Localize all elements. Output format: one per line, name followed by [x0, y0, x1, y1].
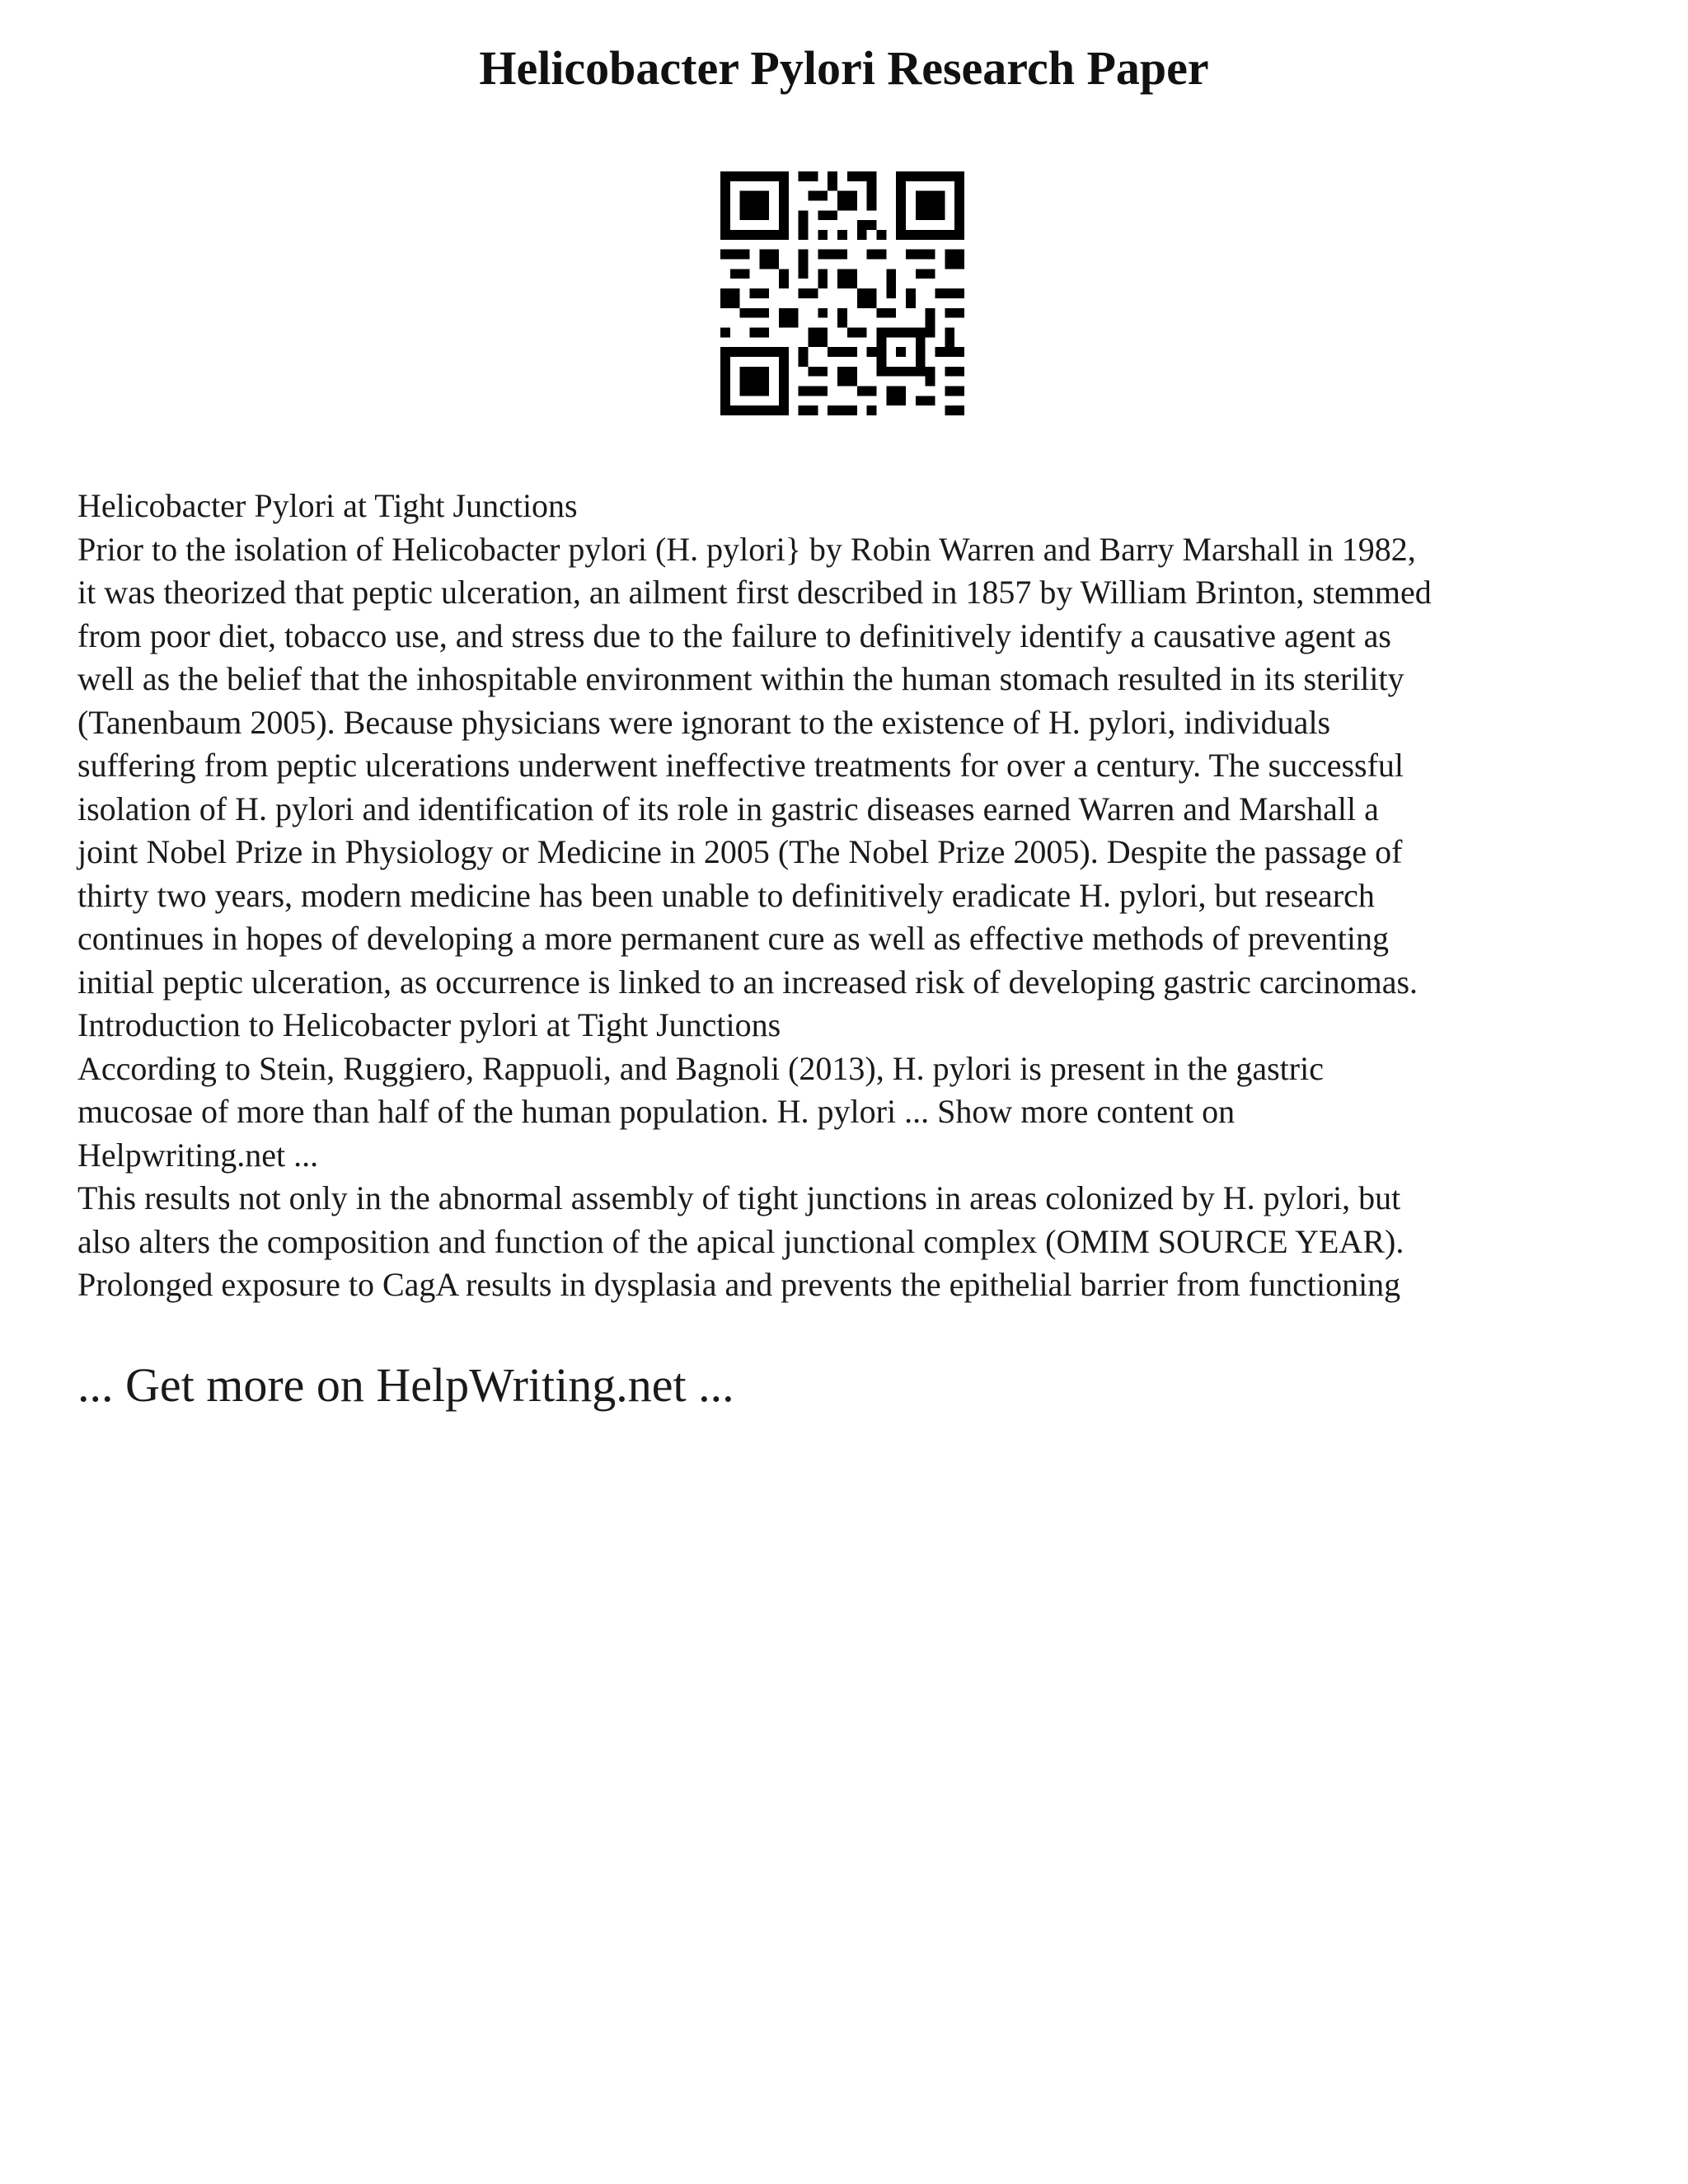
body-line: Prolonged exposure to CagA results in dysplasia and prevents the epithelial barrier from functioning [77, 1266, 1401, 1303]
body-line: mucosae of more than half of the human population. H. pylori ... Show more content on [77, 1093, 1236, 1130]
get-more-link[interactable]: ... Get more on HelpWriting.net ... [77, 1358, 734, 1412]
body-line: also alters the composition and function of the apical junctional complex (OMIM SOURCE YEAR). [77, 1222, 1404, 1260]
body-line: According to Stein, Ruggiero, Rappuoli, and Bagnoli (2013), H. pylori is present in the gastric [77, 1049, 1324, 1087]
body-line: thirty two years, modern medicine has been unable to definitively eradicate H. pylori, but research [77, 876, 1375, 914]
body-line: joint Nobel Prize in Physiology or Medicine in 2005 (The Nobel Prize 2005). Despite the passage of [77, 833, 1403, 870]
body-line: Prior to the isolation of Helicobacter pylori (H. pylori} by Robin Warren and Barry Marshall in 1982, [77, 530, 1416, 568]
body-line: from poor diet, tobacco use, and stress due to the failure to definitively identify a causative agent as [77, 616, 1391, 654]
body-line: (Tanenbaum 2005). Because physicians were ignorant to the existence of H. pylori, individuals [77, 703, 1331, 741]
body-line: initial peptic ulceration, as occurrence is linked to an increased risk of developing gastric carcinomas. [77, 963, 1418, 1001]
body-line: Helpwriting.net ... [77, 1136, 319, 1174]
body-line: continues in hopes of developing a more permanent cure as well as effective methods of preventing [77, 920, 1389, 957]
body-line: This results not only in the abnormal assembly of tight junctions in areas colonized by H. pylori, but [77, 1179, 1401, 1216]
body-line: it was theorized that peptic ulceration, an ailment first described in 1857 by William Brinton, stemmed [77, 574, 1432, 611]
qr-code-icon [720, 171, 964, 415]
document-title: Helicobacter Pylori Research Paper [479, 41, 1209, 95]
body-line: well as the belief that the inhospitable environment within the human stomach resulted in its sterility [77, 660, 1404, 697]
body-line: suffering from peptic ulcerations underwent ineffective treatments for over a century. The successful [77, 747, 1404, 784]
section-heading-text: Introduction to Helicobacter pylori at Tight Junctions [77, 1006, 781, 1043]
body-text [77, 485, 1643, 1307]
section-heading-text: Helicobacter Pylori at Tight Junctions [77, 487, 578, 524]
body-line: isolation of H. pylori and identification of its role in gastric diseases earned Warren and Marshall a [77, 790, 1379, 827]
